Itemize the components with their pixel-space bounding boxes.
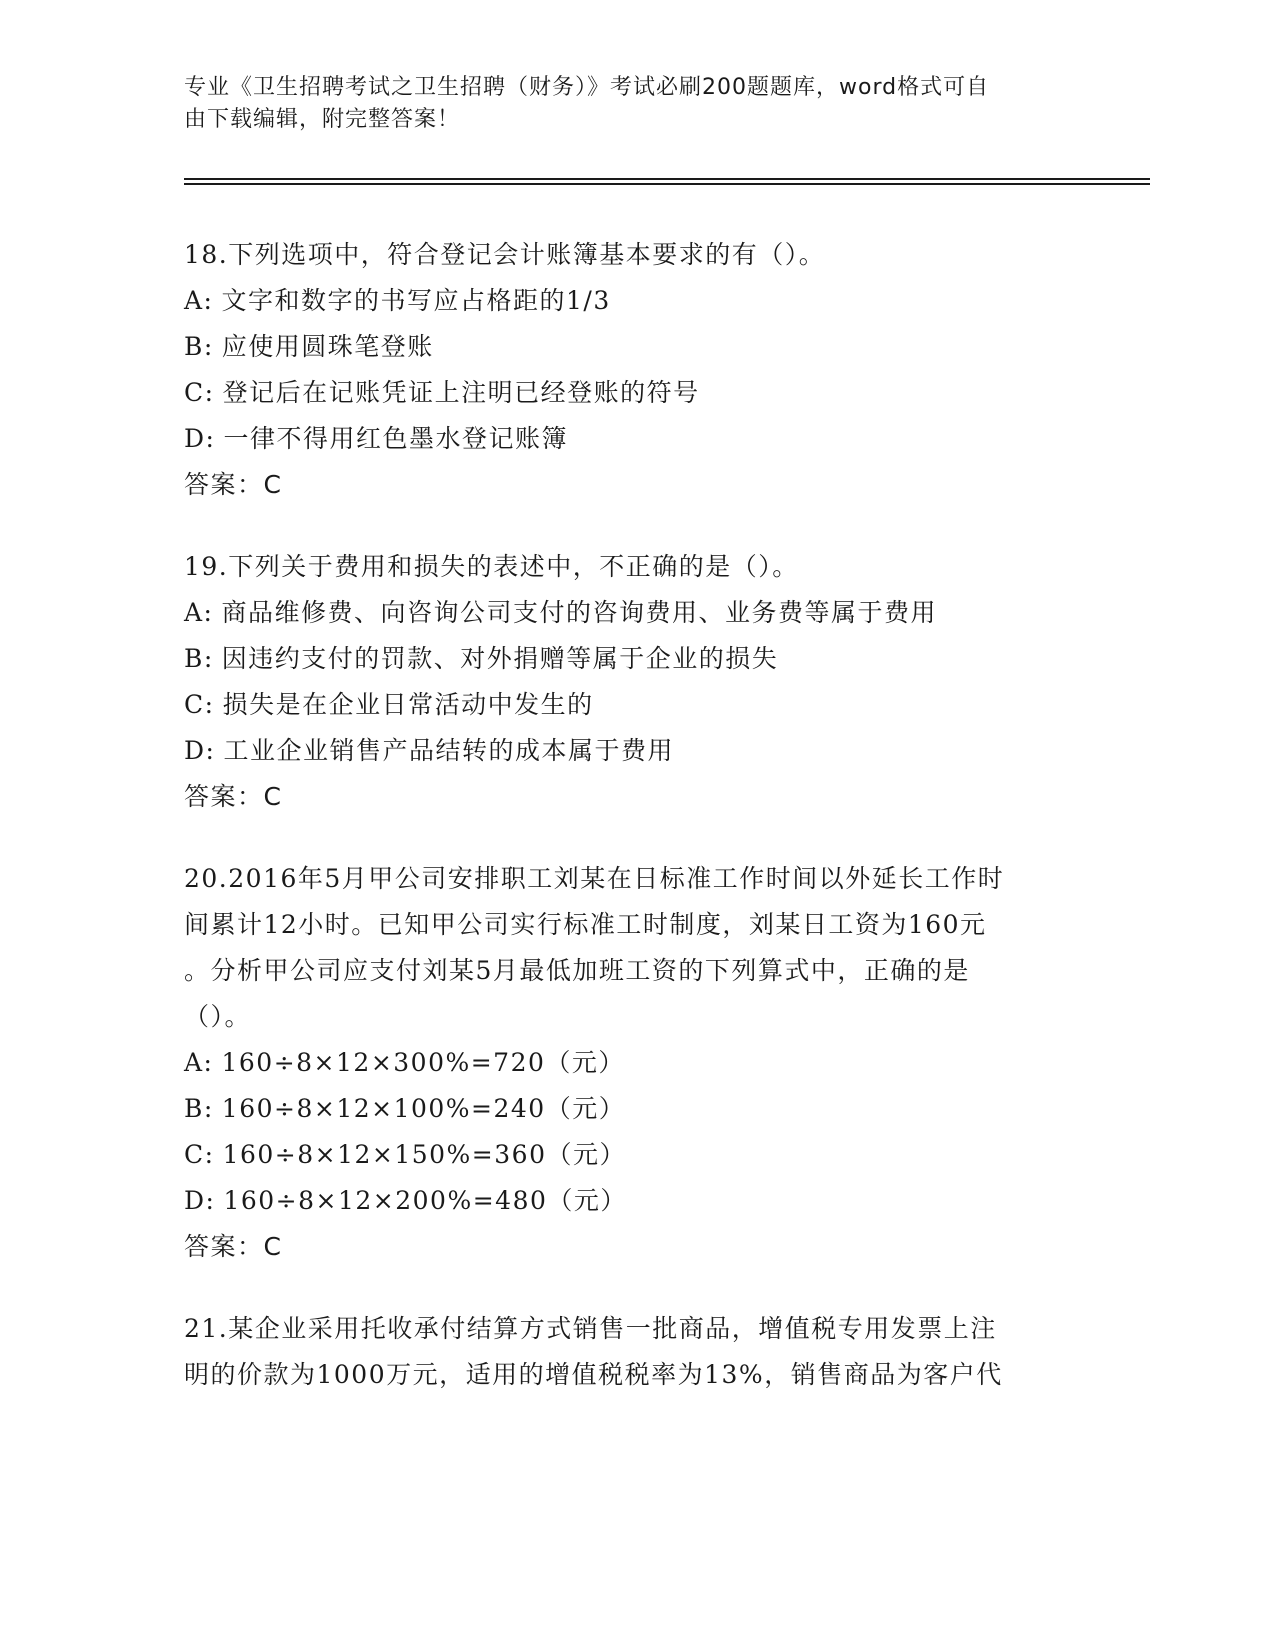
question-list — [184, 232, 1084, 1434]
option-label: C: — [184, 690, 215, 719]
option-label: C: — [184, 378, 215, 407]
option-label: D: — [184, 1186, 216, 1215]
question-block — [184, 1306, 1084, 1398]
option-item — [184, 416, 1084, 462]
header-line-2: 由下载编辑，附完整答案！ — [184, 107, 461, 132]
option-label: A: — [184, 286, 214, 315]
option-label: B: — [184, 644, 214, 673]
option-text: 160÷8×12×200%=480（元） — [223, 1186, 627, 1215]
option-label: B: — [184, 332, 214, 361]
option-text: 工业企业销售产品结转的成本属于费用 — [223, 736, 674, 765]
question-stem-line: （）。 — [184, 1002, 252, 1031]
question-stem-line: 明的价款为1000万元，适用的增值税税率为13%，销售商品为客户代 — [184, 1360, 1003, 1389]
option-item — [184, 278, 1084, 324]
option-text: 160÷8×12×300%=720（元） — [221, 1048, 625, 1077]
question-block — [184, 544, 1084, 820]
question-stem-line: 。分析甲公司应支付刘某5月最低加班工资的下列算式中，正确的是 — [184, 956, 970, 985]
option-text: 商品维修费、向咨询公司支付的咨询费用、业务费等属于费用 — [221, 598, 937, 627]
option-text: 应使用圆珠笔登账 — [221, 332, 434, 361]
option-label: A: — [184, 598, 214, 627]
question-stem-line: 21.某企业采用托收承付结算方式销售一批商品，增值税专用发票上注 — [184, 1314, 997, 1343]
option-item — [184, 636, 1084, 682]
question-block — [184, 856, 1084, 1270]
option-text: 因违约支付的罚款、对外捐赠等属于企业的损失 — [221, 644, 779, 673]
option-item — [184, 370, 1084, 416]
answer-line: 答案：C — [184, 782, 283, 811]
option-text: 登记后在记账凭证上注明已经登账的符号 — [222, 378, 700, 407]
option-item — [184, 1132, 1084, 1178]
option-item — [184, 1040, 1084, 1086]
document-header — [184, 72, 1064, 136]
option-label: C: — [184, 1140, 215, 1169]
option-text: 损失是在企业日常活动中发生的 — [222, 690, 594, 719]
question-stem-line: 19.下列关于费用和损失的表述中，不正确的是（）。 — [184, 552, 799, 581]
question-stem-line: 20.2016年5月甲公司安排职工刘某在日标准工作时间以外延长工作时 — [184, 864, 1005, 893]
option-item — [184, 324, 1084, 370]
option-text: 文字和数字的书写应占格距的1/3 — [221, 286, 611, 315]
option-label: D: — [184, 424, 216, 453]
header-divider-top — [184, 178, 1150, 180]
option-item — [184, 1086, 1084, 1132]
question-block — [184, 232, 1084, 508]
option-label: D: — [184, 736, 216, 765]
option-label: B: — [184, 1094, 214, 1123]
question-stem-line: 间累计12小时。已知甲公司实行标准工时制度，刘某日工资为160元 — [184, 910, 987, 939]
question-stem-line: 18.下列选项中，符合登记会计账簿基本要求的有（）。 — [184, 240, 826, 269]
option-label: A: — [184, 1048, 214, 1077]
answer-line: 答案：C — [184, 1232, 283, 1261]
option-item — [184, 590, 1084, 636]
header-divider-bottom — [184, 183, 1150, 185]
option-text: 一律不得用红色墨水登记账簿 — [223, 424, 568, 453]
option-item — [184, 682, 1084, 728]
answer-line: 答案：C — [184, 470, 283, 499]
option-text: 160÷8×12×100%=240（元） — [221, 1094, 626, 1123]
option-text: 160÷8×12×150%=360（元） — [222, 1140, 626, 1169]
option-item — [184, 728, 1084, 774]
option-item — [184, 1178, 1084, 1224]
header-line-1: 专业《卫生招聘考试之卫生招聘（财务）》考试必刷200题题库，word格式可自 — [184, 75, 990, 100]
